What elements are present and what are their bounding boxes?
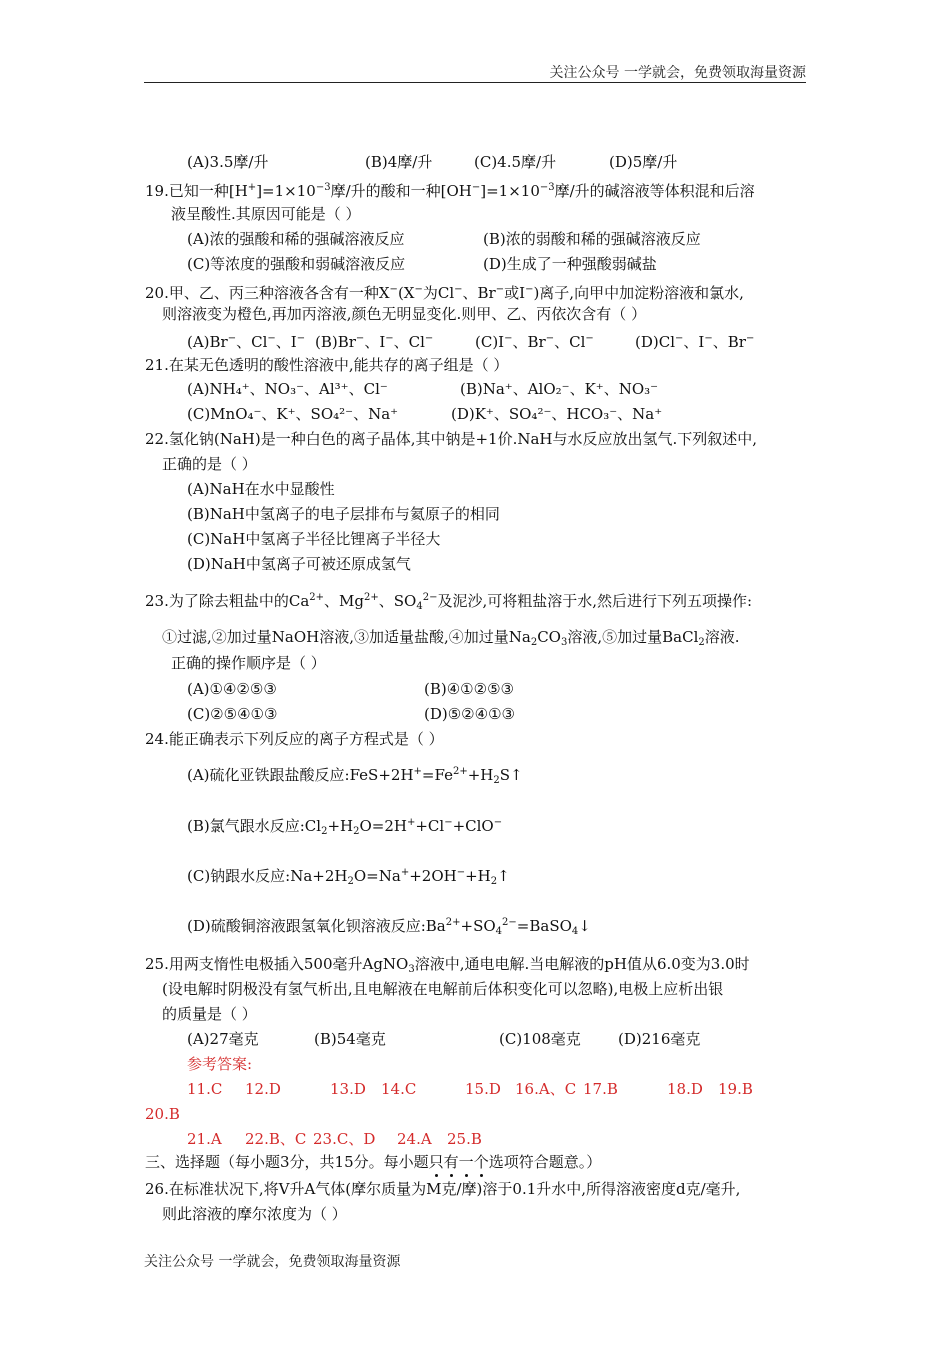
q20-option-a: (A)Br−、Cl−、I−: [187, 333, 306, 351]
q21-option-b: (B)Na⁺、AlO₂⁻、K⁺、NO₃⁻: [460, 380, 659, 398]
q24-option-c: (C)钠跟水反应$:Na+2H_2O=Na^++2OH^-+H_2↑$: [187, 867, 510, 887]
q26-stem-line1: 26.在标准状况下,将V升A气体(摩尔质量为M克/摩)溶于0.1升水中,所得溶液密度d克/毫升,: [145, 1180, 741, 1198]
q25-stem-line1: 25.用两支惰性电极插入500毫升AgNO$_3$溶液中,通电电解.当电解液的pH值从6.0变为3.0时: [145, 955, 750, 975]
q18-option-a: (A)3.5摩/升: [187, 153, 269, 171]
q25-option-b: (B)54毫克: [314, 1030, 386, 1048]
q23-option-b: (B)④①②⑤③: [424, 680, 514, 698]
q19-option-a: (A)浓的强酸和稀的强碱溶液反应: [187, 230, 405, 248]
q23-stem-line2: ①过滤,②加过量NaOH溶液,③加适量盐酸,④加过量$Na_2CO_3$溶液,⑤加过量BaCl$_2$溶液.: [162, 628, 740, 648]
q22-option-d: (D)NaH中氢离子可被还原成氢气: [187, 555, 411, 573]
q19-option-d: (D)生成了一种强酸弱碱盐: [483, 255, 657, 273]
answer-15: 15.D: [465, 1080, 501, 1098]
answer-19: 19.B: [718, 1080, 753, 1098]
answer-16: 16.A、C: [515, 1080, 577, 1098]
answer-24: 24.A: [397, 1130, 432, 1148]
answer-13: 13.D: [330, 1080, 366, 1098]
q24-option-a: (A)硫化亚铁跟盐酸反应$:FeS+2H^+=Fe^{2+}+H_2S↑$: [187, 766, 523, 786]
answer-17: 17.B: [583, 1080, 618, 1098]
q22-option-a: (A)NaH在水中显酸性: [187, 480, 335, 498]
page-header: 关注公众号 一学就会，免费领取海量资源: [549, 65, 806, 81]
q21-option-a: (A)NH₄⁺、NO₃⁻、Al³⁺、Cl⁻: [187, 380, 388, 398]
q21-stem: 21.在某无色透明的酸性溶液中,能共存的离子组是（ ）: [145, 356, 509, 374]
q22-option-b: (B)NaH中氢离子的电子层排布与氦原子的相同: [187, 505, 500, 523]
q23-option-d: (D)⑤②④①③: [424, 705, 515, 723]
answer-18: 18.D: [667, 1080, 703, 1098]
q25-option-a: (A)27毫克: [187, 1030, 259, 1048]
q25-stem-line2: (设电解时阴极没有氢气析出,且电解液在电解前后体积变化可以忽略),电极上应析出银: [162, 980, 724, 998]
q24-stem: 24.能正确表示下列反应的离子方程式是（ ）: [145, 730, 444, 748]
q25-option-d: (D)216毫克: [618, 1030, 701, 1048]
q19-stem-line1: 19.已知一种$[H^+]=1\times 10^{-3}$摩/升的酸和一种$[OH^-]=1\times 10^{-3}$摩/升的碱溶液等体积混和后溶: [145, 182, 755, 200]
page-footer: 关注公众号 一学就会，免费领取海量资源: [144, 1254, 401, 1270]
q23-stem-line3: 正确的操作顺序是（ ）: [171, 654, 326, 672]
q19-option-b: (B)浓的弱酸和稀的强碱溶液反应: [483, 230, 701, 248]
answer-25: 25.B: [447, 1130, 482, 1148]
q18-option-c: (C)4.5摩/升: [474, 153, 557, 171]
q22-option-c: (C)NaH中氢离子半径比锂离子半径大: [187, 530, 441, 548]
answer-14: 14.C: [381, 1080, 417, 1098]
section-3-heading: 三、选择题（每小题3分，共15分。每小题只有一个选项符合题意。）: [145, 1153, 602, 1171]
q20-option-c: (C)I−、Br−、Cl−: [475, 333, 594, 351]
q20-option-b: (B)Br−、I−、Cl−: [315, 333, 434, 351]
q21-option-c: (C)MnO₄⁻、K⁺、SO₄²⁻、Na⁺: [187, 405, 399, 423]
q23-option-c: (C)②⑤④①③: [187, 705, 278, 723]
q18-option-b: (B)4摩/升: [365, 153, 433, 171]
q23-stem-line1: 23.为了除去粗盐中的$Ca^{2+}$、$Mg^{2+}$、$SO_4^{2-}$及泥沙,可将粗盐溶于水,然后进行下列五项操作:: [145, 592, 753, 612]
q20-stem-line1: 20.甲、乙、丙三种溶液各含有一种X−(X−为Cl−、Br−或I−)离子,向甲中加淀粉溶液和氯水,: [145, 284, 744, 302]
answers-title: 参考答案:: [187, 1055, 253, 1073]
answer-11: 11.C: [187, 1080, 223, 1098]
q22-stem-line1: 22.氢化钠(NaH)是一种白色的离子晶体,其中钠是+1价.NaH与水反应放出氢气.下列叙述中,: [145, 430, 758, 448]
answer-21: 21.A: [187, 1130, 222, 1148]
answer-12: 12.D: [245, 1080, 281, 1098]
answer-22: 22.B、C: [245, 1130, 307, 1148]
q23-option-a: (A)①④②⑤③: [187, 680, 277, 698]
q24-option-d: (D)硫酸铜溶液跟氢氧化钡溶液反应$:Ba^{2+}+SO_4^{2-}=BaSO_4↓$: [187, 917, 591, 937]
q26-stem-line2: 则此溶液的摩尔浓度为（ ）: [162, 1205, 347, 1223]
q25-option-c: (C)108毫克: [499, 1030, 581, 1048]
q25-stem-line3: 的质量是（ ）: [162, 1005, 257, 1023]
answer-23: 23.C、D: [313, 1130, 376, 1148]
answer-20: 20.B: [145, 1105, 180, 1123]
q18-option-d: (D)5摩/升: [609, 153, 678, 171]
header-rule: [144, 82, 806, 83]
q19-option-c: (C)等浓度的强酸和弱碱溶液反应: [187, 255, 406, 273]
q24-option-b: (B)氯气跟水反应$:Cl_2+H_2O=2H^++Cl^-+ClO^-$: [187, 817, 503, 837]
q21-option-d: (D)K⁺、SO₄²⁻、HCO₃⁻、Na⁺: [451, 405, 663, 423]
q20-stem-line2: 则溶液变为橙色,再加丙溶液,颜色无明显变化.则甲、乙、丙依次含有（ ）: [162, 305, 647, 323]
q19-stem-line2: 液呈酸性.其原因可能是（ ）: [171, 205, 361, 223]
q20-option-d: (D)Cl−、I−、Br−: [635, 333, 755, 351]
q22-stem-line2: 正确的是（ ）: [162, 455, 257, 473]
